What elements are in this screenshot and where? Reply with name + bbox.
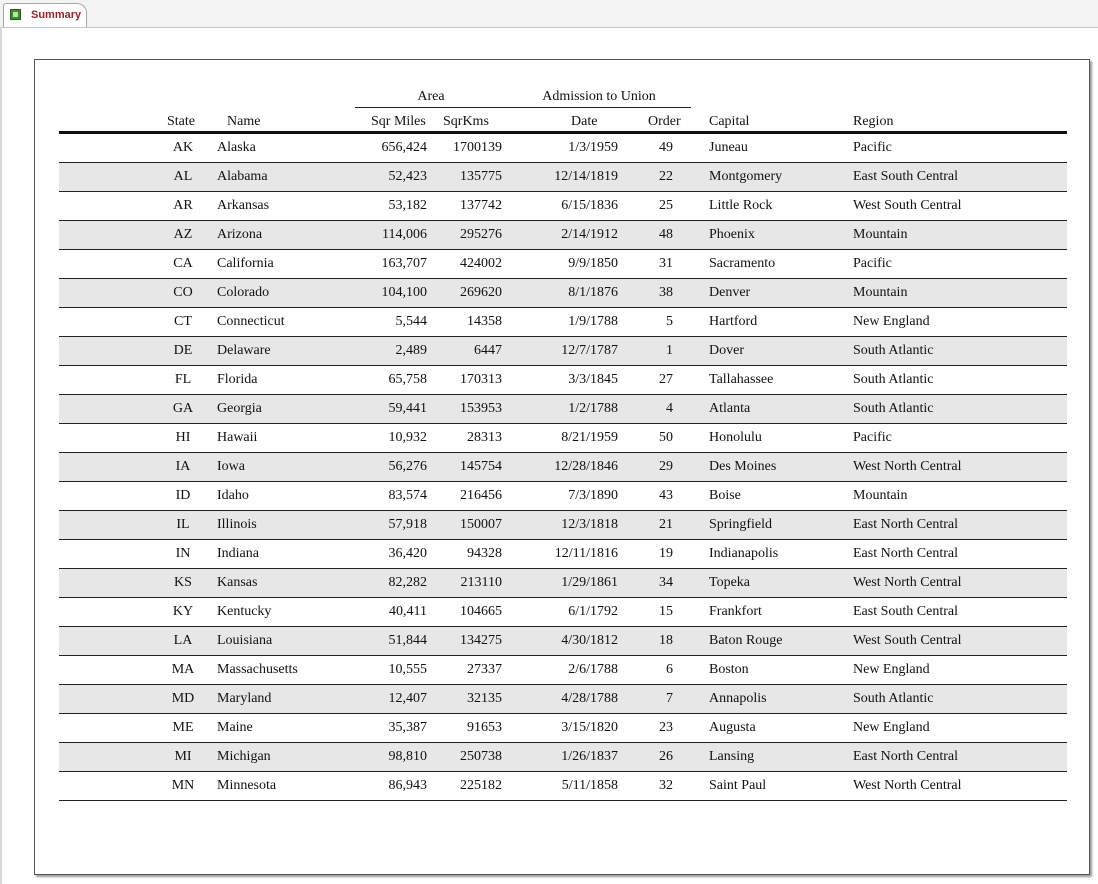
table-row [59,569,1067,598]
cell-state: CT [174,314,192,329]
cell-name: Arkansas [217,198,270,213]
column-header-sqr-miles: Sqr Miles [371,114,426,129]
column-header-date: Date [571,114,598,129]
cell-name: Kansas [217,575,258,590]
cell-region: Pacific [853,430,892,445]
table-row [59,221,1067,250]
cell-region: Pacific [853,140,892,155]
column-header-name: Name [227,114,261,129]
cell-sqr-kms: 213110 [460,575,502,590]
cell-sqr-kms: 295276 [460,227,502,242]
cell-date: 12/11/1816 [554,546,618,561]
table-row [59,540,1067,569]
cell-sqr-kms: 104665 [460,604,502,619]
cell-sqr-miles: 40,411 [389,604,427,619]
table-row [59,337,1067,366]
cell-sqr-miles: 36,420 [388,546,427,561]
tab-label: Summary [31,9,82,21]
cell-sqr-miles: 65,758 [388,372,427,387]
cell-date: 12/28/1846 [554,459,618,474]
cell-order: 7 [666,691,673,706]
cell-capital: Topeka [709,575,751,590]
cell-order: 5 [666,314,673,329]
cell-date: 1/2/1788 [568,401,618,416]
cell-sqr-miles: 86,943 [388,778,427,793]
cell-order: 50 [659,430,673,445]
cell-sqr-kms: 225182 [460,778,502,793]
cell-sqr-miles: 5,544 [395,314,427,329]
cell-order: 48 [659,227,673,242]
cell-capital: Augusta [709,720,756,735]
cell-capital: Baton Rouge [709,633,783,648]
cell-sqr-kms: 135775 [460,169,502,184]
table-row [59,714,1067,743]
table-row [59,192,1067,221]
cell-sqr-kms: 170313 [460,372,502,387]
cell-sqr-kms: 216456 [460,488,502,503]
cell-sqr-miles: 83,574 [388,488,427,503]
cell-state: ME [172,720,194,735]
cell-capital: Tallahassee [709,372,774,387]
cell-order: 29 [659,459,673,474]
cell-region: Mountain [853,488,908,503]
cell-region: West South Central [853,198,962,213]
cell-order: 34 [659,575,673,590]
cell-date: 1/9/1788 [568,314,618,329]
table-row [59,743,1067,772]
cell-order: 38 [659,285,673,300]
cell-sqr-miles: 56,276 [388,459,427,474]
table-row [59,685,1067,714]
cell-name: Louisiana [217,633,273,648]
cell-order: 21 [659,517,673,532]
cell-order: 15 [659,604,673,619]
cell-region: Mountain [853,285,908,300]
cell-sqr-kms: 28313 [467,430,502,445]
cell-region: New England [853,720,930,735]
cell-name: Minnesota [217,778,277,793]
cell-order: 49 [659,140,673,155]
cell-sqr-kms: 94328 [467,546,502,561]
cell-sqr-miles: 98,810 [388,749,427,764]
cell-date: 1/29/1861 [561,575,618,590]
cell-capital: Montgomery [709,169,783,184]
cell-state: AK [172,140,194,155]
cell-state: CA [173,256,193,271]
cell-date: 12/3/1818 [561,517,618,532]
cell-sqr-miles: 163,707 [381,256,427,271]
group-header-admission: Admission to Union [542,89,656,104]
cell-capital: Juneau [709,140,748,155]
cell-state: MA [171,662,195,677]
report-rows [59,134,1067,801]
group-underline-area [355,107,507,108]
cell-name: Delaware [217,343,271,358]
cell-date: 6/1/1792 [568,604,618,619]
cell-sqr-kms: 32135 [467,691,502,706]
cell-order: 31 [659,256,673,271]
cell-capital: Frankfort [709,604,762,619]
cell-sqr-kms: 153953 [460,401,502,416]
cell-sqr-miles: 57,918 [388,517,427,532]
cell-sqr-kms: 137742 [460,198,502,213]
cell-date: 2/6/1788 [568,662,618,677]
column-header-state: State [167,114,195,129]
cell-region: West South Central [853,633,962,648]
cell-name: Iowa [217,459,245,474]
cell-date: 5/11/1858 [561,778,618,793]
column-header-sqr-kms: SqrKms [443,114,489,129]
cell-date: 8/21/1959 [561,430,618,445]
cell-sqr-miles: 114,006 [382,227,427,242]
cell-name: Michigan [217,749,271,764]
cell-name: Indiana [217,546,259,561]
cell-name: California [217,256,274,271]
table-row [59,250,1067,279]
cell-state: LA [173,633,193,648]
cell-sqr-miles: 53,182 [388,198,427,213]
cell-date: 4/28/1788 [561,691,618,706]
cell-name: Idaho [217,488,249,503]
cell-state: MI [174,749,192,764]
cell-region: West North Central [853,575,962,590]
cell-state: CO [173,285,193,300]
cell-date: 3/15/1820 [561,720,618,735]
cell-state: FL [174,372,192,387]
cell-state: ID [175,488,191,503]
cell-capital: Hartford [709,314,758,329]
cell-state: AL [173,169,193,184]
cell-region: South Atlantic [853,343,934,358]
cell-name: Florida [217,372,258,387]
cell-state: AZ [173,227,193,242]
cell-sqr-kms: 134275 [460,633,502,648]
cell-name: Illinois [217,517,257,532]
group-header-area: Area [417,89,445,104]
cell-order: 32 [659,778,673,793]
cell-region: West North Central [853,778,962,793]
cell-capital: Lansing [709,749,755,764]
cell-region: East North Central [853,517,958,532]
cell-sqr-miles: 51,844 [388,633,427,648]
cell-name: Alaska [217,140,256,155]
cell-sqr-kms: 27337 [467,662,502,677]
cell-date: 1/3/1959 [568,140,618,155]
table-row [59,656,1067,685]
cell-capital: Little Rock [709,198,773,213]
cell-name: Kentucky [217,604,272,619]
cell-region: Pacific [853,256,892,271]
cell-date: 8/1/1876 [568,285,618,300]
cell-name: Colorado [217,285,270,300]
cell-capital: Des Moines [709,459,777,474]
report-icon [10,9,21,20]
cell-capital: Saint Paul [709,778,767,793]
cell-order: 4 [666,401,673,416]
cell-capital: Denver [709,285,751,300]
cell-order: 43 [659,488,673,503]
cell-capital: Annapolis [709,691,767,706]
cell-region: South Atlantic [853,372,934,387]
cell-sqr-miles: 52,423 [388,169,427,184]
column-header-region: Region [853,114,894,129]
cell-capital: Honolulu [709,430,762,445]
cell-sqr-kms: 424002 [460,256,502,271]
cell-sqr-kms: 150007 [460,517,502,532]
left-border [0,27,2,884]
cell-date: 3/3/1845 [568,372,618,387]
cell-sqr-kms: 91653 [467,720,502,735]
cell-region: New England [853,314,930,329]
cell-sqr-miles: 2,489 [395,343,427,358]
cell-capital: Boise [709,488,741,503]
cell-sqr-kms: 250738 [460,749,502,764]
cell-order: 6 [666,662,673,677]
cell-date: 12/14/1819 [554,169,618,184]
cell-date: 6/15/1836 [561,198,618,213]
cell-capital: Boston [709,662,749,677]
report-page [34,59,1090,875]
cell-sqr-miles: 104,100 [381,285,427,300]
cell-order: 23 [659,720,673,735]
cell-sqr-miles: 59,441 [388,401,427,416]
cell-order: 25 [659,198,673,213]
table-row [59,308,1067,337]
cell-name: Alabama [217,169,268,184]
cell-order: 19 [659,546,673,561]
cell-state: IA [175,459,191,474]
cell-order: 26 [659,749,673,764]
cell-state: IL [176,517,190,532]
table-row [59,395,1067,424]
cell-sqr-miles: 82,282 [388,575,427,590]
cell-sqr-miles: 12,407 [388,691,427,706]
cell-state: KS [174,575,192,590]
table-row [59,279,1067,308]
cell-order: 22 [659,169,673,184]
table-row [59,511,1067,540]
cell-sqr-kms: 1700139 [453,140,502,155]
cell-region: East North Central [853,546,958,561]
table-row [59,134,1067,163]
table-row [59,598,1067,627]
cell-sqr-kms: 14358 [467,314,502,329]
table-row [59,772,1067,801]
cell-capital: Indianapolis [709,546,779,561]
cell-date: 1/26/1837 [561,749,618,764]
column-header-capital: Capital [709,114,750,129]
cell-sqr-kms: 145754 [460,459,502,474]
table-row [59,366,1067,395]
cell-state: HI [175,430,191,445]
cell-region: East South Central [853,169,958,184]
cell-date: 9/9/1850 [568,256,618,271]
cell-order: 1 [666,343,673,358]
group-underline-admission [507,107,691,108]
cell-sqr-miles: 656,424 [381,140,427,155]
cell-region: South Atlantic [853,691,934,706]
table-row [59,482,1067,511]
cell-name: Arizona [217,227,263,242]
cell-name: Connecticut [217,314,285,329]
cell-region: South Atlantic [853,401,934,416]
table-row [59,453,1067,482]
cell-name: Maine [217,720,253,735]
cell-name: Georgia [217,401,262,416]
cell-sqr-miles: 35,387 [388,720,427,735]
cell-state: KY [172,604,194,619]
cell-date: 4/30/1812 [561,633,618,648]
cell-capital: Phoenix [709,227,755,242]
table-row [59,424,1067,453]
cell-state: GA [172,401,194,416]
cell-region: Mountain [853,227,908,242]
cell-state: IN [175,546,191,561]
cell-state: DE [173,343,193,358]
cell-name: Hawaii [217,430,258,445]
cell-sqr-miles: 10,555 [388,662,427,677]
cell-capital: Sacramento [709,256,776,271]
cell-region: West North Central [853,459,962,474]
cell-sqr-kms: 6447 [474,343,502,358]
cell-capital: Dover [709,343,744,358]
cell-order: 18 [659,633,673,648]
cell-sqr-kms: 269620 [460,285,502,300]
table-row [59,627,1067,656]
table-row [59,163,1067,192]
cell-sqr-miles: 10,932 [388,430,427,445]
cell-name: Massachusetts [217,662,298,677]
cell-order: 27 [659,372,673,387]
column-header-order: Order [648,114,681,129]
cell-date: 7/3/1890 [568,488,618,503]
cell-state: AR [173,198,193,213]
cell-name: Maryland [217,691,272,706]
cell-state: MN [171,778,195,793]
cell-date: 12/7/1787 [561,343,618,358]
cell-state: MD [171,691,195,706]
tab-summary[interactable] [3,3,87,27]
cell-capital: Atlanta [709,401,751,416]
document-tab-strip [0,0,1098,28]
cell-region: New England [853,662,930,677]
cell-region: East North Central [853,749,958,764]
report [35,60,1089,874]
cell-capital: Springfield [709,517,772,532]
cell-date: 2/14/1912 [561,227,618,242]
cell-region: East South Central [853,604,958,619]
